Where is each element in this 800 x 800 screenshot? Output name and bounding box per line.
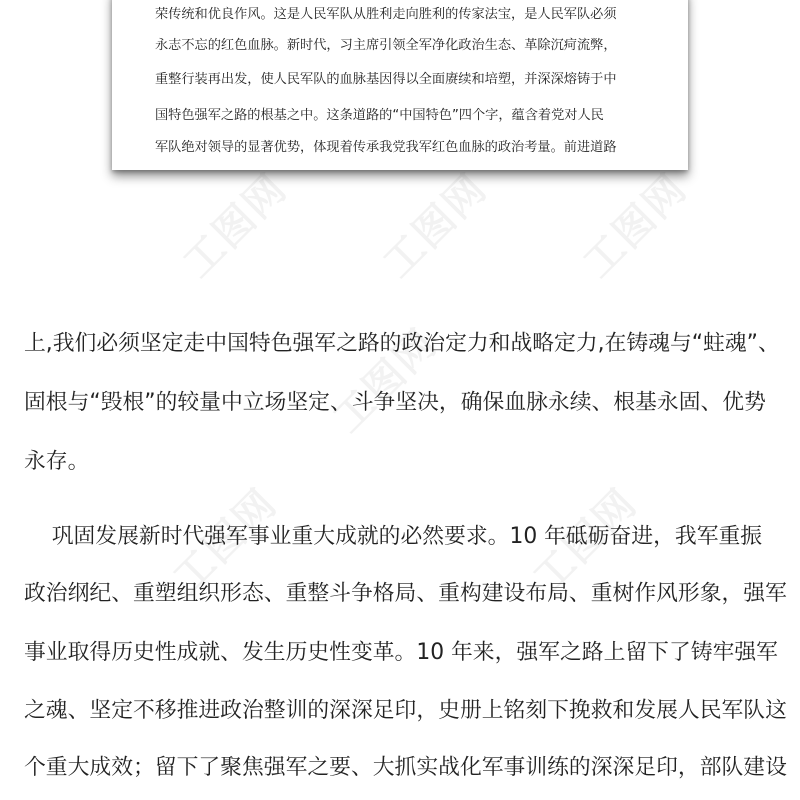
- body-text-line: 政治纲纪、重塑组织形态、重整斗争格局、重构建设布局、重树作风形象，强军: [24, 581, 787, 606]
- body-text-line: 永存。: [24, 449, 90, 474]
- watermark: 工图网: [574, 165, 697, 287]
- card-text-line: 重整行装再出发，使人民军队的血脉基因得以全面赓续和培塑，并深深熔铸于中: [155, 72, 617, 87]
- watermark: 工图网: [324, 320, 447, 442]
- watermark: 工图网: [524, 480, 647, 602]
- watermark: 工图网: [164, 480, 287, 602]
- page-card: [112, 0, 688, 170]
- watermark: 工图网: [174, 165, 297, 287]
- body-text-line: 事业取得历史性成就、发生历史性变革。10 年来，强军之路上留下了铸牢强军: [24, 640, 778, 665]
- body-text-line: 巩固发展新时代强军事业重大成就的必然要求。10 年砥砺奋进，我军重振: [24, 524, 763, 549]
- card-text-line: 军队绝对领导的显著优势，体现着传承我党我军红色血脉的政治考量。前进道路: [155, 140, 617, 155]
- body-text-line: 之魂、坚定不移推进政治整训的深深足印，史册上铭刻下挽救和发展人民军队这: [24, 698, 787, 723]
- body-text-line: 固根与“毁根”的较量中立场坚定、斗争坚决，确保血脉永续、根基永固、优势: [24, 390, 766, 415]
- watermark: 工图网: [374, 165, 497, 287]
- card-text-line: 永志不忘的红色血脉。新时代，习主席引领全军净化政治生态、革除沉疴流弊，: [155, 38, 617, 53]
- body-text-line: 上,我们必须坚定走中国特色强军之路的政治定力和战略定力,在铸魂与“蛀魂”、: [24, 331, 780, 356]
- card-text-line: 国特色强军之路的根基之中。这条道路的“中国特色”四个字，蕴含着党对人民: [155, 108, 604, 123]
- card-text-line: 荣传统和优良作风。这是人民军队从胜利走向胜利的传家法宝，是人民军队必须: [155, 7, 617, 22]
- body-text-line: 个重大成效；留下了聚焦强军之要、大抓实战化军事训练的深深足印，部队建设: [24, 755, 787, 780]
